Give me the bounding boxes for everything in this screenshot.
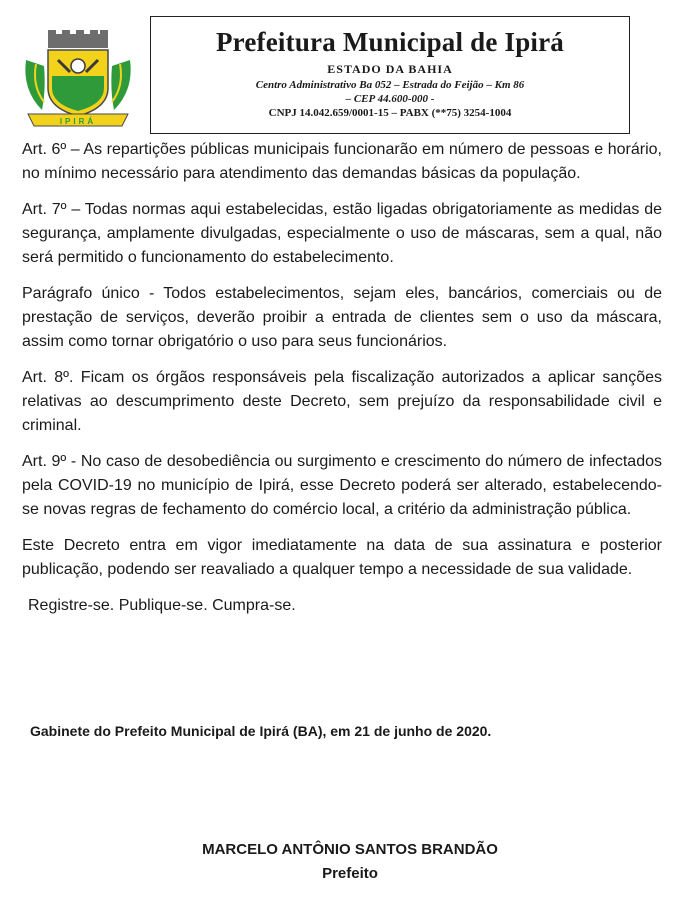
signer-role: Prefeito xyxy=(322,865,378,882)
sole-paragraph: Parágrafo único - Todos estabelecimentos, sejam eles, bancários, comerciais ou de prestação de serviços, deverão proibir a entrada de clientes sem o uso da máscara, assim como tornar obrigatório o uso para seus funcionários. xyxy=(22,285,662,350)
article-6: Art. 6º – As repartições públicas municipais funcionarão em número de pessoas e horário, no mínimo necessário para atendimento das demandas básicas da população. xyxy=(22,141,662,182)
letterhead-box xyxy=(150,16,630,134)
decree-body xyxy=(22,138,662,630)
closing-formula: Registre-se. Publique-se. Cumpra-se. xyxy=(28,597,296,614)
coat-of-arms-icon xyxy=(22,30,134,132)
svg-text:IPIRÁ: IPIRÁ xyxy=(59,117,97,126)
office-date-line: Gabinete do Prefeito Municipal de Ipirá (BA), em 21 de junho de 2020. xyxy=(30,723,492,739)
page-title: Prefeitura Municipal de Ipirá xyxy=(215,27,565,57)
state-label: ESTADO DA BAHIA xyxy=(327,62,453,76)
signer-name: MARCELO ANTÔNIO SANTOS BRANDÃO xyxy=(202,841,498,858)
effective-clause: Este Decreto entra em vigor imediatamente na data de sua assinatura e posterior publicação, podendo ser reavaliado a qualquer tempo a necessidade de sua validade. xyxy=(22,537,662,578)
article-7: Art. 7º – Todas normas aqui estabelecidas, estão ligadas obrigatoriamente as medidas de segurança, amplamente divulgadas, especialmente o uso de máscaras, sem a qual, não será permitido o funcionamento do estabelecimento. xyxy=(22,201,662,266)
signature-block xyxy=(0,838,680,886)
cnpj-line: CNPJ 14.042.659/0001-15 – PABX (**75) 3254-1004 xyxy=(268,107,512,119)
address-line: Centro Administrativo Ba 052 – Estrada do Feijão – Km 86 xyxy=(255,79,525,91)
cep-line: – CEP 44.600-000 - xyxy=(345,93,435,105)
article-8: Art. 8º. Ficam os órgãos responsáveis pela fiscalização autorizados a aplicar sanções relativas ao descumprimento deste Decreto, sem prejuízo da responsabilidade civil e criminal. xyxy=(22,369,662,434)
municipal-crest xyxy=(22,30,134,132)
article-9: Art. 9º - No caso de desobediência ou surgimento e crescimento do número de infectados pela COVID-19 no município de Ipirá, esse Decreto poderá ser alterado, estabelecendo-se novas regras de fechamento do comércio local, a critério da administração pública. xyxy=(22,453,662,518)
